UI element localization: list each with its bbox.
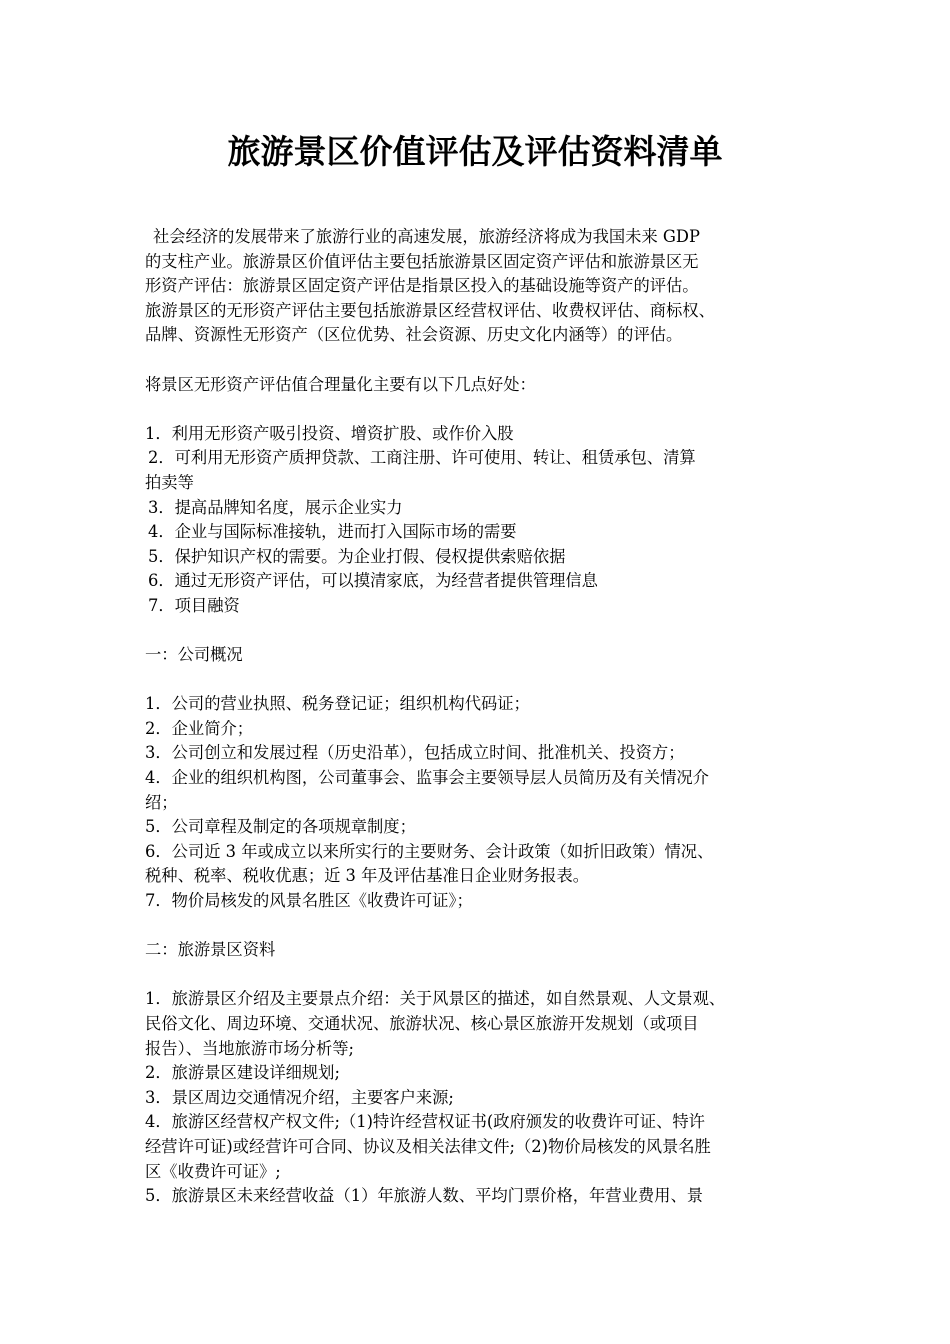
list-item: 2．企业简介；: [145, 718, 254, 738]
list-item: 报告）、当地旅游市场分析等;: [145, 1038, 354, 1058]
list-item: 3．景区周边交通情况介绍，主要客户来源;: [145, 1087, 454, 1107]
benefit-item: 拍卖等: [145, 472, 194, 492]
list-item: 税种、税率、税收优惠；近 3 年及评估基准日企业财务报表。: [145, 866, 590, 886]
section-heading: 二：旅游景区资料: [145, 940, 276, 960]
benefit-item: 6．通过无形资产评估，可以摸清家底，为经营者提供管理信息: [148, 571, 598, 591]
page-title: 旅游景区价值评估及评估资料清单: [227, 132, 723, 171]
spacer: [145, 963, 825, 988]
intro-line: 社会经济的发展带来了旅游行业的高速发展，旅游经济将成为我国未来 GDP: [153, 227, 700, 246]
benefits-heading: 将景区无形资产评估值合理量化主要有以下几点好处：: [145, 374, 536, 394]
list-item: 民俗文化、周边环境、交通状况、旅游状况、核心景区旅游开发规划（或项目: [145, 1014, 699, 1033]
intro-line: 旅游景区的无形资产评估主要包括旅游景区经营权评估、收费权评估、商标权、: [145, 300, 715, 320]
intro-line: 形资产评估：旅游景区固定资产评估是指景区投入的基础设施等资产的评估。: [145, 276, 699, 296]
benefit-item: 7．项目融资: [148, 595, 240, 615]
list-item: 5．公司章程及制定的各项规章制度；: [145, 817, 416, 837]
list-item: 5．旅游景区未来经营收益（1）年旅游人数、平均门票价格，年营业费用、景: [145, 1186, 704, 1206]
benefit-item: 1．利用无形资产吸引投资、增资扩股、或作价入股: [145, 423, 514, 443]
list-item: 经营许可证)或经营许可合同、协议及相关法律文件;（2)物价局核发的风景名胜: [145, 1136, 711, 1156]
section-heading: 一：公司概况: [145, 645, 243, 665]
list-item: 绍；: [145, 792, 178, 812]
benefit-item: 3．提高品牌知名度，展示企业实力: [148, 497, 403, 517]
list-item: 1．公司的营业执照、税务登记证；组织机构代码证；: [145, 694, 530, 714]
list-item: 1．旅游景区介绍及主要景点介绍：关于风景区的描述，如自然景观、人文景观、: [145, 989, 726, 1009]
benefit-item: 2．可利用无形资产质押贷款、工商注册、许可使用、转让、租赁承包、清算: [148, 448, 696, 468]
intro-line: 品牌、资源性无形资产（区位优势、社会资源、历史文化内涵等）的评估。: [145, 325, 683, 345]
benefit-item: 4．企业与国际标准接轨，进而打入国际市场的需要: [148, 522, 517, 542]
list-item: 3．公司创立和发展过程（历史沿革），包括成立时间、批准机关、投资方；: [145, 743, 685, 763]
spacer: [145, 914, 825, 939]
benefit-item: 5．保护知识产权的需要。为企业打假、侵权提供索赔依据: [148, 546, 566, 566]
list-item: 7．物价局核发的风景名胜区《收费许可证》；: [145, 891, 473, 911]
list-item: 4．旅游区经营权产权文件;（1)特许经营权证书(政府颁发的收费许可证、特许: [145, 1112, 705, 1132]
spacer: [145, 348, 825, 373]
intro-line: 的支柱产业。旅游景区价值评估主要包括旅游景区固定资产评估和旅游景区无: [145, 251, 699, 271]
list-item: 2．旅游景区建设详细规划;: [145, 1063, 340, 1083]
list-item: 区《收费许可证》;: [145, 1161, 281, 1181]
spacer: [145, 397, 825, 422]
list-item: 4．企业的组织机构图，公司董事会、监事会主要领导层人员简历及有关情况介: [145, 768, 709, 788]
spacer: [145, 668, 825, 693]
list-item: 6．公司近 3 年或成立以来所实行的主要财务、会计政策（如折旧政策）情况、: [145, 841, 714, 861]
document-body: [145, 225, 825, 1209]
spacer: [145, 619, 825, 644]
